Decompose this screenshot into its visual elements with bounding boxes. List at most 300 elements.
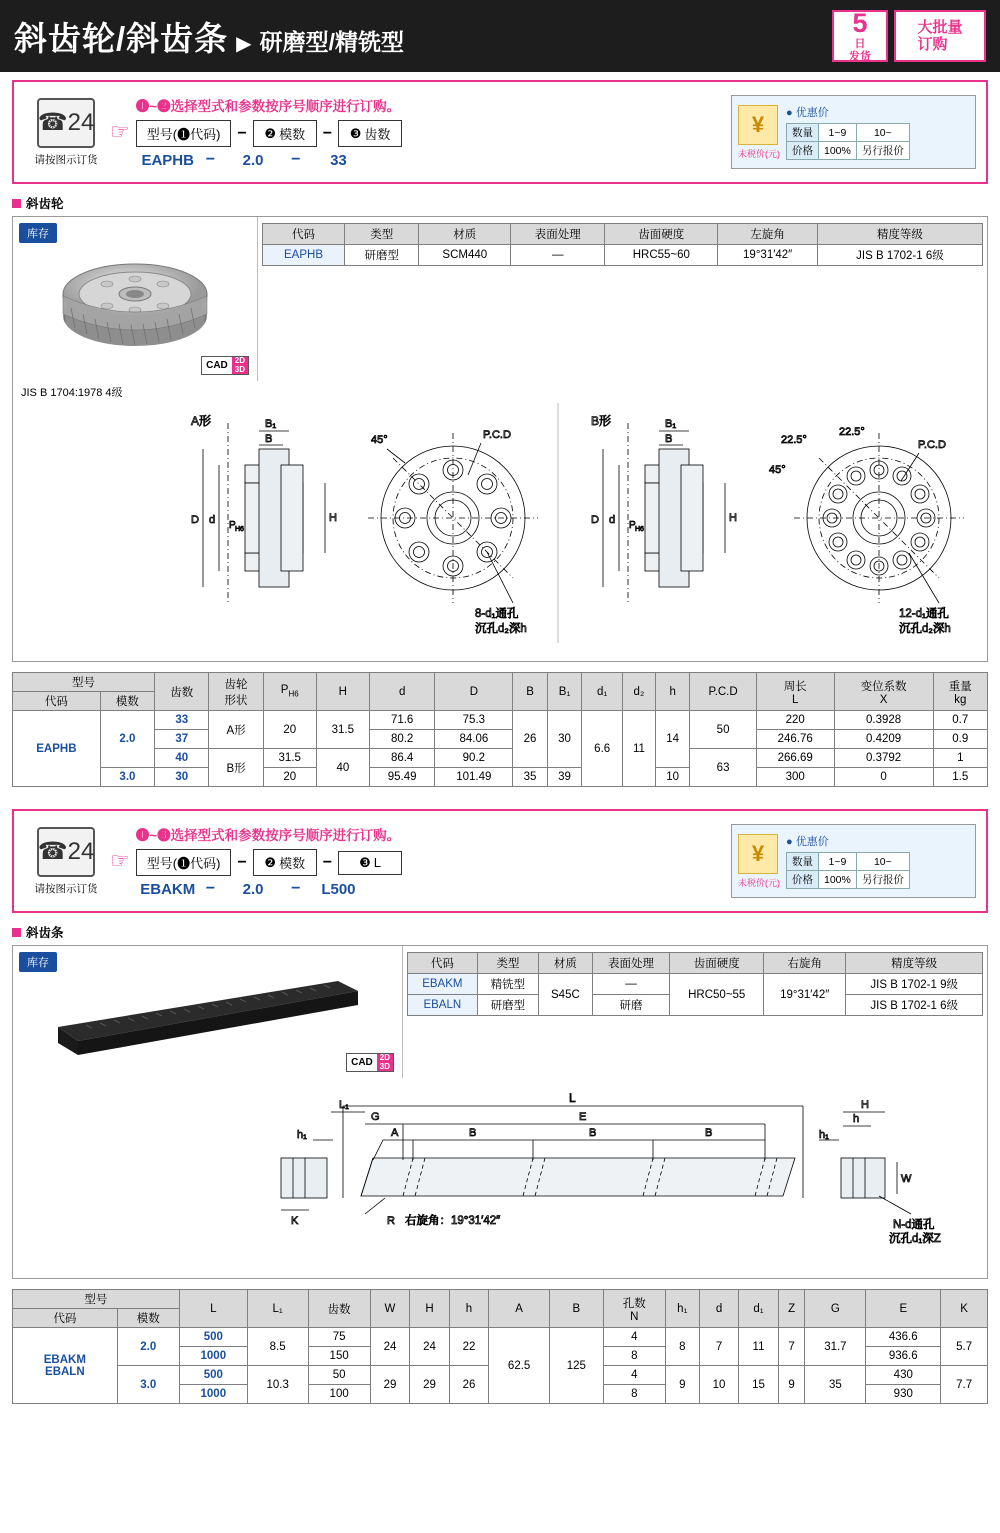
rack-row0-d: 7 [699, 1328, 739, 1366]
rack-spec-hardness: HRC50~55 [670, 974, 764, 1016]
gear-row3-L: 300 [756, 768, 834, 787]
section-label-rack-text: 斜齿条 [26, 926, 64, 940]
order-phone-caption-gear: 请按图示订货 [34, 153, 98, 166]
rack-row0-K: 5.7 [941, 1328, 988, 1366]
order-field-model-rack[interactable]: 型号(❶代码) [136, 849, 232, 876]
yen-block-rack [738, 834, 780, 889]
rack-row0-A: 62.5 [489, 1328, 550, 1404]
rack-row0-module: 2.0 [117, 1328, 179, 1366]
cad-tag-label-rack: CAD [351, 1057, 373, 1069]
gear-data-h-ph6: $P_{H6}$ [263, 673, 316, 711]
order-dash-2-gear: − [322, 124, 333, 142]
cad-3d-gear: 3D [234, 364, 245, 374]
svg-text:d: d [209, 514, 216, 526]
rack-row0-H: 24 [410, 1328, 450, 1366]
gear-row2-D: 90.2 [435, 749, 513, 768]
price-price-2-gear: 另行报价 [856, 142, 909, 160]
gear-row0-shape: A形 [209, 711, 263, 749]
gear-jis-note: JIS B 1704:1978 4级 [21, 387, 123, 399]
pointing-hand-icon: ☞ [110, 848, 130, 873]
svg-text:P.C.D: P.C.D [918, 439, 946, 451]
svg-text:沉孔d₂深h: 沉孔d₂深h [899, 623, 951, 635]
rack-data-header-row-1 [13, 1290, 988, 1309]
header-badges [832, 7, 986, 63]
badge-5day-shipping [832, 7, 888, 63]
order-field-model-gear[interactable]: 型号(❶代码) [136, 120, 232, 147]
order-val-dash-1-gear: − [205, 151, 216, 168]
rack-row2-L: 500 [179, 1366, 247, 1385]
rack-product-image [19, 952, 396, 1072]
rack-row2-K: 7.7 [941, 1366, 988, 1404]
gear-row0-d1: 6.6 [582, 711, 623, 787]
gear-row3-B: 35 [513, 768, 548, 787]
gear-data-h-B: B [513, 673, 548, 711]
svg-text:右旋角：19°31′42″: 右旋角：19°31′42″ [405, 1215, 501, 1227]
gear-row2-pcd: 63 [690, 749, 756, 787]
rack-row0-L1: 8.5 [247, 1328, 308, 1366]
rack-row2-h: 26 [449, 1366, 489, 1404]
gear-data-h-d: d [369, 673, 435, 711]
rack-spec-h5: 右旋角 [764, 953, 846, 974]
rack-data-h-A: A [489, 1290, 550, 1328]
svg-text:12-d₁通孔: 12-d₁通孔 [899, 608, 949, 620]
rack-code-1: EBAKM [43, 1353, 86, 1366]
order-box-rack [12, 809, 988, 913]
gear-row3-teeth: 30 [155, 768, 209, 787]
order-main-rack [136, 824, 731, 898]
rack-drawings [13, 1078, 987, 1278]
gear-row0-H: 31.5 [316, 711, 369, 749]
gear-spec-wrap [258, 217, 987, 381]
rack-row2-Z: 9 [778, 1366, 805, 1404]
svg-text:沉孔d₂深h: 沉孔d₂深h [475, 623, 527, 635]
cad-tag-formats-rack [377, 1054, 393, 1071]
gear-row0-B: 26 [513, 711, 548, 768]
badge-bulk-line2: 订购 [917, 36, 948, 53]
rack-panel-top [13, 946, 987, 1078]
phone-24h-icon: ☎24 [37, 827, 95, 877]
rack-data-h-B: B [550, 1290, 604, 1328]
gear-data-header-row-1 [13, 673, 988, 692]
price-qty-1-rack: 1~9 [819, 853, 857, 871]
price-price-head-rack: 价格 [787, 871, 819, 889]
order-value-model-gear: EAPHB [141, 151, 194, 169]
svg-text:L: L [569, 1091, 576, 1105]
svg-text:h₁: h₁ [297, 1129, 307, 1141]
gear-spec-surface: — [511, 245, 605, 266]
price-qty-1-gear: 1~9 [819, 124, 857, 142]
svg-text:H: H [861, 1099, 869, 1111]
rack-data-h-L: L [179, 1290, 247, 1328]
order-values-gear [136, 151, 731, 169]
price-price-1-rack: 100% [819, 871, 857, 889]
rack-row0-L: 500 [179, 1328, 247, 1347]
order-phone-block-rack [24, 827, 108, 896]
page-header [0, 0, 1000, 72]
rack-data-table [12, 1289, 988, 1404]
title-sub: 研磨型/精铣型 [259, 28, 404, 55]
gear-spec-code: EAPHB [263, 245, 345, 266]
svg-text:G: G [371, 1111, 380, 1123]
gear-spec-helix: 19°31′42″ [718, 245, 817, 266]
gear-data-h-D: D [435, 673, 513, 711]
gear-row0-teeth: 33 [155, 711, 209, 730]
gear-row0-B1: 30 [547, 711, 582, 768]
badge-5day-number: 5 [852, 7, 868, 38]
rack-data-h-N: 孔数 N [603, 1290, 665, 1328]
rack-row0-E: 436.6 [866, 1328, 941, 1347]
gear-spec-row [263, 245, 983, 266]
price-panel-gear [731, 95, 976, 169]
gear-row2-teeth: 40 [155, 749, 209, 768]
rack-row0-G: 31.7 [805, 1328, 866, 1366]
gear-spec-h4: 齿面硬度 [605, 224, 718, 245]
table-row [13, 768, 988, 787]
rack-spec-wrap [403, 946, 987, 1078]
rack-row0-N: 4 [603, 1328, 665, 1347]
gear-row3-kg: 1.5 [933, 768, 987, 787]
rack-row0-h: 22 [449, 1328, 489, 1366]
svg-text:E: E [579, 1111, 587, 1123]
gear-data-h-L: 周长 L [756, 673, 834, 711]
svg-text:B: B [469, 1127, 477, 1139]
svg-text:H: H [729, 512, 737, 524]
rack-row3-teeth: 100 [308, 1385, 370, 1404]
order-value-length-rack: L500 [321, 880, 356, 898]
rack-data-h-H: H [410, 1290, 450, 1328]
rack-spec-material: S45C [539, 974, 592, 1016]
svg-text:H: H [329, 512, 337, 524]
rack-spec-grade-0: JIS B 1702-1 9级 [846, 974, 983, 995]
gear-spec-header-row [263, 224, 983, 245]
order-val-dash-2-rack: − [291, 880, 301, 897]
gear-data-h-d1: d₁ [582, 673, 623, 711]
gear-spec-h6: 精度等级 [817, 224, 982, 245]
price-table-block-rack [786, 833, 910, 889]
table-row [13, 711, 988, 730]
phone-24h-icon: ☎24 [37, 98, 95, 148]
gear-spec-h0: 代码 [263, 224, 345, 245]
svg-text:22.5°: 22.5° [781, 434, 807, 446]
rack-row0-W: 24 [370, 1328, 410, 1366]
gear-spec-h5: 左旋角 [718, 224, 817, 245]
rack-row0-Z: 7 [778, 1328, 805, 1366]
rack-row2-E: 430 [866, 1366, 941, 1385]
rack-row1-teeth: 150 [308, 1347, 370, 1366]
order-field-module-rack[interactable]: ❷ 模数 [253, 849, 317, 876]
gear-panel-top [13, 217, 987, 381]
section-label-rack [12, 923, 988, 941]
gear-row2-L: 266.69 [756, 749, 834, 768]
svg-text:A形: A形 [191, 414, 212, 428]
order-value-model-rack: EBAKM [140, 880, 196, 898]
gear-row0-d2: 11 [623, 711, 656, 787]
svg-text:N-d通孔: N-d通孔 [893, 1219, 935, 1231]
gear-data-h-B1: B₁ [547, 673, 582, 711]
rack-spec-helix: 19°31′42″ [764, 974, 846, 1016]
rack-row0-d1: 11 [739, 1328, 779, 1366]
rack-data-h-L1: L₁ [247, 1290, 308, 1328]
gear-row3-d: 95.49 [369, 768, 435, 787]
svg-text:B: B [265, 433, 273, 445]
rack-row3-L: 1000 [179, 1385, 247, 1404]
price-table-block-gear [786, 104, 910, 160]
rack-data-h-code: 代码 [13, 1309, 118, 1328]
gear-data-h-kg: 重量 kg [933, 673, 987, 711]
rack-spec-code-1: EBALN [408, 995, 478, 1016]
price-price-1-gear: 100% [819, 142, 857, 160]
svg-text:B: B [665, 433, 673, 445]
rack-spec-h0: 代码 [408, 953, 478, 974]
cad-tag-gear[interactable] [201, 356, 249, 375]
rack-panel [12, 945, 988, 1279]
yen-block-gear [738, 105, 780, 160]
gear-row2-ph6: 31.5 [263, 749, 316, 768]
section-marker-icon [12, 199, 21, 208]
gear-row3-h: 10 [655, 768, 690, 787]
badge-5day-unit: 日 [854, 37, 866, 50]
rack-row2-teeth: 50 [308, 1366, 370, 1385]
svg-text:45°: 45° [371, 434, 388, 446]
gear-row3-module: 3.0 [100, 768, 154, 787]
price-price-head-gear: 价格 [787, 142, 819, 160]
rack-spec-row [408, 974, 983, 995]
price-table-gear [786, 123, 910, 160]
gear-row0-h: 14 [655, 711, 690, 768]
rack-row1-N: 8 [603, 1347, 665, 1366]
gear-row1-d: 80.2 [369, 730, 435, 749]
order-note-gear: ❶~❷选择型式和参数按序号顺序进行订购。 [135, 99, 401, 114]
svg-text:B₁: B₁ [265, 418, 277, 430]
svg-text:P: P [629, 520, 636, 531]
rack-spec-h3: 表面处理 [592, 953, 670, 974]
rack-row2-N: 4 [603, 1366, 665, 1385]
rack-row2-L1: 10.3 [247, 1366, 308, 1404]
gear-row0-L: 220 [756, 711, 834, 730]
badge-bulk-order [894, 10, 986, 62]
rack-data-h-E: E [866, 1290, 941, 1328]
svg-text:D: D [191, 514, 199, 526]
rack-spec-surface-0: — [592, 974, 670, 995]
rack-data-h-Z: Z [778, 1290, 805, 1328]
rack-row2-d: 10 [699, 1366, 739, 1404]
svg-text:L₁: L₁ [339, 1099, 349, 1111]
rack-data-h-d1: d₁ [739, 1290, 779, 1328]
gear-data-h-H: H [316, 673, 369, 711]
svg-text:A: A [391, 1127, 399, 1139]
price-qty-2-rack: 10~ [856, 853, 909, 871]
table-row [13, 1328, 988, 1347]
rack-row0-h1: 8 [665, 1328, 699, 1366]
rack-row3-E: 930 [866, 1385, 941, 1404]
gear-photo-cell [13, 217, 258, 381]
rack-spec-code-0: EBAKM [408, 974, 478, 995]
rack-data-h-model: 型号 [13, 1290, 180, 1309]
cad-2d-gear: 2D [234, 356, 245, 366]
price-title-gear: ● 优惠价 [786, 107, 829, 119]
price-qty-head-rack: 数量 [787, 853, 819, 871]
svg-text:B: B [589, 1127, 597, 1139]
rack-data-h-module: 模数 [117, 1309, 179, 1328]
section-marker-icon [12, 928, 21, 937]
gear-spec-grade: JIS B 1702-1 6级 [817, 245, 982, 266]
gear-row0-X: 0.3928 [834, 711, 933, 730]
rack-row2-G: 35 [805, 1366, 866, 1404]
rack-spec-h4: 齿面硬度 [670, 953, 764, 974]
svg-text:沉孔d₁深Z: 沉孔d₁深Z [889, 1233, 941, 1245]
gear-data-h-shape: 齿轮 形状 [209, 673, 263, 711]
price-table-rack [786, 852, 910, 889]
title-arrow-icon: ▶ [236, 32, 252, 55]
order-fields-gear [136, 120, 731, 147]
gear-row1-teeth: 37 [155, 730, 209, 749]
gear-data-h-pcd: P.C.D [690, 673, 756, 711]
svg-text:P: P [229, 520, 236, 531]
gear-data-table [12, 672, 988, 787]
rack-data-h-d: d [699, 1290, 739, 1328]
rack-row-codes [13, 1328, 118, 1404]
rack-data-h-teeth: 齿数 [308, 1290, 370, 1328]
yen-caption-rack: 未税价(元) [738, 877, 780, 888]
table-row [13, 749, 988, 768]
order-dash-1-gear: − [237, 124, 247, 142]
order-value-module-rack: 2.0 [242, 880, 264, 898]
order-field-module-gear[interactable]: ❷ 模数 [253, 120, 317, 147]
cad-tag-rack[interactable] [346, 1053, 394, 1072]
gear-row0-d: 71.6 [369, 711, 435, 730]
rack-spec-surface-1: 研磨 [592, 995, 670, 1016]
rack-row1-L: 1000 [179, 1347, 247, 1366]
gear-row1-X: 0.4209 [834, 730, 933, 749]
rack-row2-module: 3.0 [117, 1366, 179, 1404]
price-panel-rack [731, 824, 976, 898]
order-value-module-gear: 2.0 [242, 151, 264, 169]
svg-text:B形: B形 [591, 414, 612, 428]
stock-badge-gear: 库存 [19, 223, 57, 243]
cad-tag-formats-gear [232, 357, 248, 374]
rack-row3-N: 8 [603, 1385, 665, 1404]
rack-drawing-svg [13, 1078, 987, 1276]
svg-text:H6: H6 [235, 526, 244, 533]
gear-spec-h3: 表面处理 [511, 224, 605, 245]
gear-row2-kg: 1 [933, 749, 987, 768]
gear-row0-pcd: 50 [690, 711, 756, 749]
order-field-module-num-gear: ❷ [264, 125, 277, 141]
gear-row1-L: 246.76 [756, 730, 834, 749]
order-main-gear [136, 95, 731, 169]
svg-text:h₁: h₁ [819, 1129, 829, 1141]
gear-data-h-model: 型号 [13, 673, 155, 692]
gear-row0-D: 75.3 [435, 711, 513, 730]
order-val-dash-2-gear: − [291, 151, 301, 168]
svg-text:H6: H6 [635, 526, 644, 533]
title-main: 斜齿轮/斜齿条 [14, 19, 229, 57]
gear-row1-D: 84.06 [435, 730, 513, 749]
svg-text:h: h [853, 1113, 860, 1125]
yen-caption-gear: 未税价(元) [738, 148, 780, 159]
order-field-teeth-num-gear: ❸ [349, 125, 362, 141]
gear-row0-ph6: 20 [263, 711, 316, 749]
gear-drawings [13, 403, 987, 661]
cad-2d-rack: 2D [379, 1053, 390, 1063]
rack-data-h-W: W [370, 1290, 410, 1328]
stock-badge-rack: 库存 [19, 952, 57, 972]
price-qty-head-gear: 数量 [787, 124, 819, 142]
gear-spec-type: 研磨型 [345, 245, 419, 266]
gear-panel [12, 216, 988, 662]
gear-spec-hardness: HRC55~60 [605, 245, 718, 266]
price-title-rack: ● 优惠价 [786, 836, 829, 848]
rack-row2-d1: 15 [739, 1366, 779, 1404]
price-qty-2-gear: 10~ [856, 124, 909, 142]
pointing-hand-icon: ☞ [110, 119, 130, 144]
gear-data-h-module: 模数 [100, 692, 154, 711]
rack-spec-h2: 材质 [539, 953, 592, 974]
order-phone-block-gear [24, 98, 108, 167]
cad-3d-rack: 3D [379, 1061, 390, 1071]
svg-text:K: K [291, 1215, 299, 1227]
order-field-module-num-rack: ❷ [264, 854, 277, 870]
svg-text:d: d [609, 514, 616, 526]
gear-row2-H: 40 [316, 749, 369, 787]
order-box-gear [12, 80, 988, 184]
gear-row-code: EAPHB [13, 711, 101, 787]
rack-spec-h1: 类型 [477, 953, 539, 974]
gear-row2-d: 86.4 [369, 749, 435, 768]
svg-text:R: R [387, 1215, 395, 1227]
gear-data-h-d2: d₂ [623, 673, 656, 711]
rack-row1-E: 936.6 [866, 1347, 941, 1366]
rack-spec-h6: 精度等级 [846, 953, 983, 974]
gear-spec-h1: 类型 [345, 224, 419, 245]
svg-text:45°: 45° [769, 464, 786, 476]
svg-text:8-d₁通孔: 8-d₁通孔 [475, 608, 519, 620]
gear-row-module-2: 2.0 [100, 711, 154, 768]
price-title-text-rack: 优惠价 [795, 836, 829, 848]
gear-spec-h2: 材质 [419, 224, 511, 245]
order-value-teeth-gear: 33 [330, 151, 347, 169]
order-note-rack: ❶~❸选择型式和参数按序号顺序进行订购。 [135, 828, 401, 843]
rack-row2-W: 29 [370, 1366, 410, 1404]
yen-icon: ¥ [738, 105, 778, 145]
rack-row0-B: 125 [550, 1328, 604, 1404]
svg-text:P.C.D: P.C.D [483, 429, 511, 441]
order-val-dash-1-rack: − [205, 880, 216, 897]
gear-row3-ph6: 20 [263, 768, 316, 787]
svg-text:22.5°: 22.5° [839, 426, 865, 438]
gear-spec-table [262, 223, 983, 266]
badge-bulk-line1: 大批量 [917, 18, 963, 36]
gear-product-image [19, 223, 251, 375]
gear-row3-X: 0 [834, 768, 933, 787]
order-field-teeth-gear[interactable]: ❸ 齿数 [338, 120, 402, 147]
gear-drawing-svg [13, 403, 987, 653]
price-price-2-rack: 另行报价 [856, 871, 909, 889]
svg-text:B: B [705, 1127, 713, 1139]
section-label-gear-text: 斜齿轮 [26, 197, 64, 211]
rack-row2-h1: 9 [665, 1366, 699, 1404]
gear-data-h-teeth: 齿数 [155, 673, 209, 711]
gear-data-h-code: 代码 [13, 692, 101, 711]
gear-data-h-X: 变位系数 X [834, 673, 933, 711]
order-field-length-rack[interactable]: ❸ L [338, 851, 402, 875]
rack-spec-type-1: 研磨型 [477, 995, 539, 1016]
rack-spec-table [407, 952, 983, 1016]
order-values-rack [136, 880, 731, 898]
svg-text:D: D [591, 514, 599, 526]
order-dash-2-rack: − [322, 853, 333, 871]
rack-data-h-K: K [941, 1290, 988, 1328]
